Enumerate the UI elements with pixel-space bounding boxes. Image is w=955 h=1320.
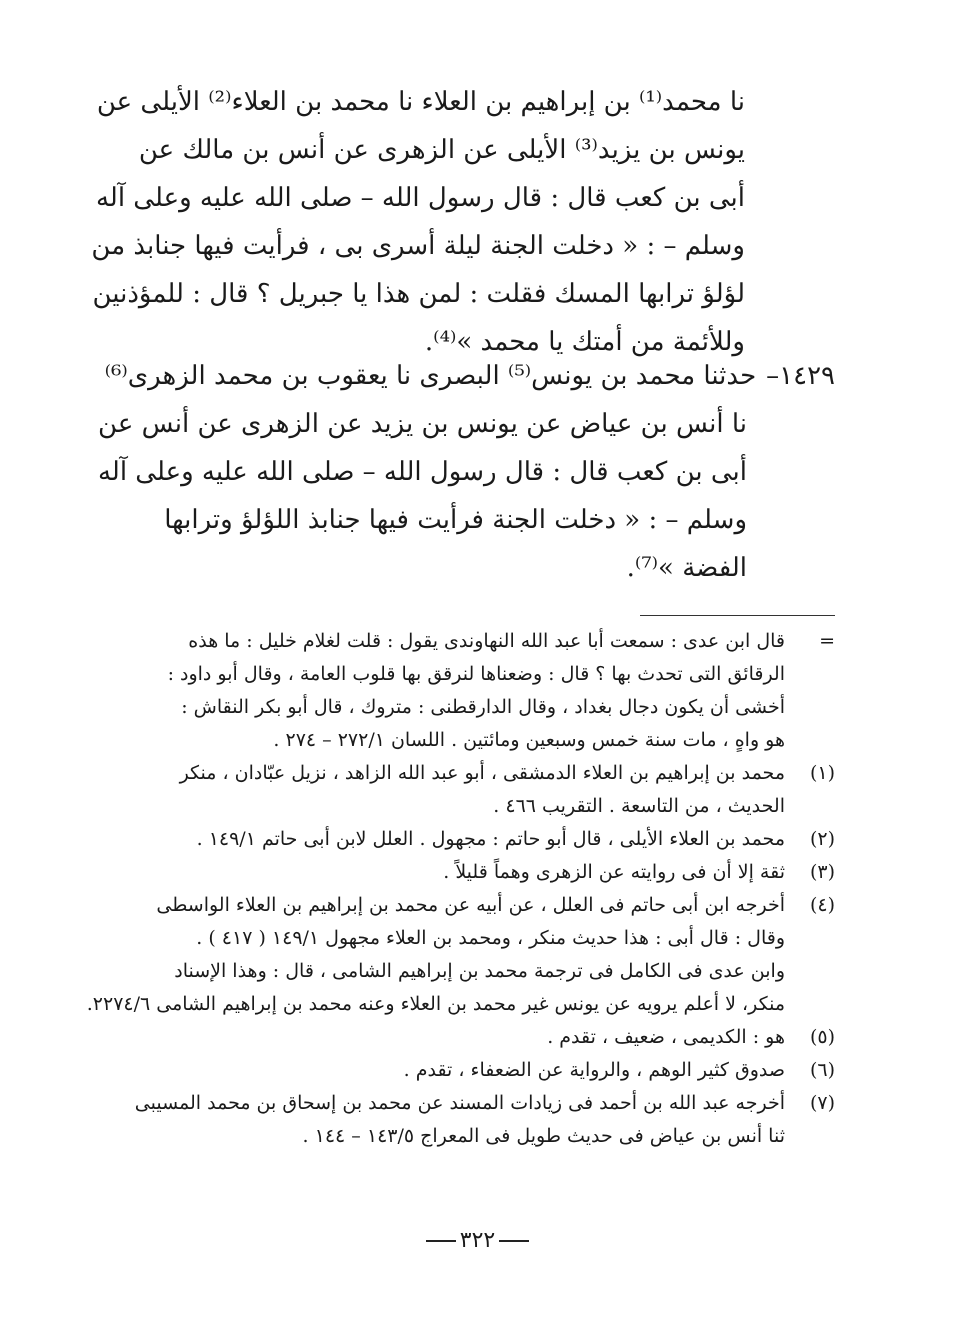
footnote-line: محمد بن إبراهيم بن العلاء الدمشقى ، أبو عبد الله الزاهد ، نزيل عبّادان ، منكر (179, 762, 785, 784)
footnote-line: أخرجه ابن أبى حاتم فى العلل ، عن أبيه عن محمد بن إبراهيم بن العلاء الواسطى (156, 894, 785, 916)
footnote-mark: (٤) (809, 894, 835, 916)
hadith-number: ١٤٢٩– (766, 361, 835, 391)
entry-first-text: حدثنا محمد بن يونس⁽⁵⁾ البصرى نا يعقوب بن محمد الزهرى⁽⁶⁾ (104, 361, 757, 391)
footnote-line: وقال : قال أبى : هذا حديث منكر ، ومحمد بن العلاء مجهول ١٤٩/١ ( ٤١٧ ) . (196, 927, 785, 949)
footnote-line: الحديث ، من التاسعة . التقريب ٤٦٦ . (493, 795, 785, 817)
footnote-line: وابن عدى فى الكامل فى ترجمة محمد بن إبراهيم الشامى ، قال : وهذا الإسناد (174, 960, 785, 982)
text-line: أبى بن كعب قال : قال رسول الله – صلى الله عليه وعلى آله (97, 457, 747, 487)
footnote (140, 757, 835, 823)
hadith-continuation (91, 78, 745, 366)
page-number-value: ٣٢٢ (459, 1228, 496, 1253)
footnote-line: منكر، لا أعلم يرويه عن يونس غير محمد بن العلاء وعنه محمد بن إبراهيم الشامى ٢٢٧٤/٦. (86, 993, 785, 1015)
text-line: لؤلؤ ترابها المسك فقلت : لمن هذا يا جبريل ؟ قال : للمؤذنين (92, 279, 745, 309)
footnote (86, 889, 835, 1021)
footnote-line: الرقائق التى تحدث بها ؟ قال : وضعناها لنرقق بها قلوب العامة ، وقال أبو داود : (167, 663, 785, 685)
footnote-line: هو واهٍ ، مات سنة خمس وسبعين ومائتين . اللسان ٢٧٢/١ – ٢٧٤ . (273, 729, 785, 751)
footnote-line: هو : الكديمى ، ضعيف ، تقدم . (547, 1026, 785, 1048)
text-line: وسلم – : « دخلت الجنة فرأيت فيها جنابذ اللؤلؤ وترابها (164, 505, 747, 535)
text-line: الفضة »⁽⁷⁾. (626, 553, 747, 583)
footnote-mark: (٣) (809, 861, 835, 883)
text-line: أبى بن كعب قال : قال رسول الله – صلى الله عليه وعلى آله (95, 183, 745, 213)
footnote-line: أخرجه عبد الله بن أحمد فى زيادات المسند عن محمد بن إسحاق بن محمد المسيبى (134, 1092, 785, 1114)
footnote (140, 823, 835, 856)
footnote-mark: (٦) (809, 1059, 835, 1081)
footnote-line: صدوق كثير الوهم ، والرواية عن الضعفاء ، تقدم . (403, 1059, 785, 1081)
footnote-mark: (١) (809, 762, 835, 784)
footnote-line: ثقة إلا أن فى روايته عن الزهرى وهماً قليلاً . (443, 861, 785, 883)
text-line: نا أنس بن عياض عن يونس بن يزيد عن الزهرى عن أنس عن (98, 409, 747, 439)
footnote-mark: (٢) (809, 828, 835, 850)
footnotes (86, 625, 835, 1153)
footnote-line: أخشى أن يكون دجال بغداد ، وقال الدارقطنى : متروك ، قال أبو بكر النقاش : (181, 696, 785, 718)
page-number (0, 1228, 955, 1253)
footnote-mark: = (819, 630, 835, 652)
hadith-entry-1429 (97, 352, 835, 592)
footnote-divider (640, 615, 835, 616)
footnote (134, 1087, 835, 1153)
page-number-dash (499, 1240, 529, 1242)
entry-first-line (104, 352, 835, 400)
footnote-line: ثنا أنس بن عياض فى حديث طويل فى المعراج ١٤٣/٥ – ١٤٤ . (302, 1125, 785, 1147)
footnote (140, 856, 835, 889)
footnote (140, 1054, 835, 1087)
text-line: نا محمد⁽¹⁾ بن إبراهيم بن العلاء نا محمد بن العلاء⁽²⁾ الأيلى عن (96, 87, 745, 117)
footnote-mark: (٥) (809, 1026, 835, 1048)
footnote-line: محمد بن العلاء الأيلى ، قال أبو حاتم : مجهول . العلل لابن أبى حاتم ١٤٩/١ . (196, 828, 785, 850)
footnote-mark: (٧) (809, 1092, 835, 1114)
footnote (140, 625, 835, 757)
footnote-line: قال ابن عدى : سمعت أبا عبد الله النهاوندى يقول : قلت لغلام خليل : ما هذه (188, 630, 785, 652)
text-line: يونس بن يزيد⁽³⁾ الأيلى عن الزهرى عن أنس بن مالك عن (138, 135, 745, 165)
text-line: وللأئمة من أمتك يا محمد »⁽⁴⁾. (424, 327, 745, 357)
text-line: وسلم – : « دخلت الجنة ليلة أسرى بى ، فرأيت فيها جنابذ من (91, 231, 745, 261)
page-number-dash (426, 1240, 456, 1242)
footnote (140, 1021, 835, 1054)
